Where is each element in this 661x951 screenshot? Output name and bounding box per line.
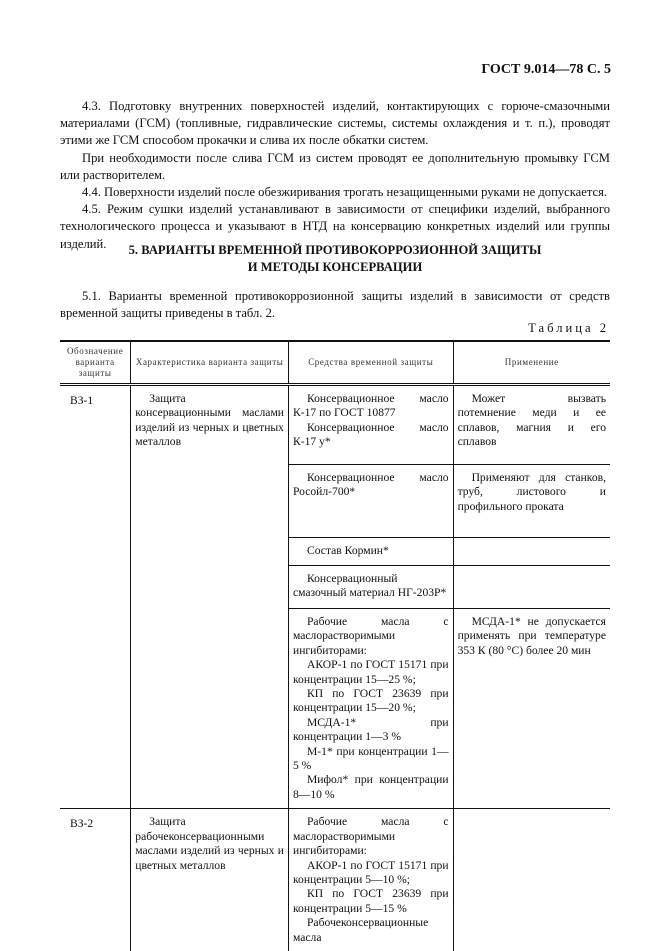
means-cell: Консервационное масло Росойл-700*: [288, 465, 453, 538]
application-cell: [453, 566, 610, 609]
table-row: [60, 809, 610, 951]
means-cell: Рабочие масла с маслорастворимыми ингибиторами: АКОР-1 по ГОСТ 15171 при концентрации 15—25 %; КП по ГОСТ 23639 при концентрации 15—20 %; МСДА-1* при концентрации 1—3 % М-1* при концентрации 1—5 % Мифол* при концентрации 8—10 %: [288, 609, 453, 809]
column-header: Средства временной защиты: [288, 341, 453, 385]
paragraph: 4.3. Подготовку внутренних поверхностей изделий, контактирующих с горюче-смазочными материалами (ГСМ) (топливные, гидравлические системы, системы охлаждения и т. п.), проводят этими же ГСМ способом прокачки и слива их после обкатки систем.: [60, 99, 610, 148]
means-cell: Состав Кормин*: [288, 538, 453, 566]
application-cell: МСДА-1* не допускается применять при температуре 353 К (80 °С) более 20 мин: [453, 609, 610, 809]
code-cell: ВЗ-1: [60, 385, 131, 809]
section-title-line: 5. ВАРИАНТЫ ВРЕМЕННОЙ ПРОТИВОКОРРОЗИОННОЙ ЗАЩИТЫ: [128, 243, 542, 257]
paragraph: 5.1. Варианты временной противокоррозионной защиты изделий в зависимости от средств временной защиты приведены в табл. 2.: [60, 289, 610, 321]
table-caption: Таблица 2: [528, 321, 609, 335]
application-cell: Применяют для станков, труб, листового и профильного проката: [453, 465, 610, 538]
means-cell: Рабочие масла с маслорастворимыми ингибиторами: АКОР-1 по ГОСТ 15171 при концентрации 5—10 %; КП по ГОСТ 23639 при концентрации 5—15 % Рабочеконсервационные масла: [288, 809, 453, 951]
section-title-line: И МЕТОДЫ КОНСЕРВАЦИИ: [247, 260, 423, 274]
means-cell: Консервационный смазочный материал НГ-203Р*: [288, 566, 453, 609]
column-header: Характеристика варианта защиты: [131, 341, 289, 385]
table-header-row: [60, 341, 610, 385]
section-title: [60, 242, 610, 276]
code-cell: ВЗ-2: [60, 809, 131, 951]
application-cell: [453, 538, 610, 566]
means-cell: Консервационное масло К-17 по ГОСТ 10877 Консервационное масло К-17 у*: [288, 385, 453, 465]
protection-table: [60, 340, 610, 951]
application-cell: [453, 809, 610, 951]
application-cell: Может вызвать потемнение меди и ее сплавов, магния и его сплавов: [453, 385, 610, 465]
paragraph: При необходимости после слива ГСМ из систем проводят ее дополнительную промывку ГСМ или растворителем.: [60, 150, 610, 182]
characteristic-cell: Защита консервационными маслами изделий из черных и цветных металлов: [131, 385, 289, 809]
column-header: Применение: [453, 341, 610, 385]
page-header: ГОСТ 9.014—78 С. 5: [481, 62, 611, 77]
column-header: Обозначение варианта защиты: [60, 341, 131, 385]
body-text: [60, 98, 610, 253]
table-row: [60, 385, 610, 465]
paragraph: 4.5. Режим сушки изделий устанавливают в зависимости от специфики изделий, выбранного технологического процесса и указывают в НТД на консервацию конкретных изделий или группы изделий.: [60, 202, 610, 251]
section-intro: [60, 288, 610, 322]
characteristic-cell: Защита рабочеконсервационными маслами изделий из черных и цветных металлов: [131, 809, 289, 951]
paragraph: 4.4. Поверхности изделий после обезжиривания трогать незащищенными руками не допускается.: [82, 185, 608, 200]
